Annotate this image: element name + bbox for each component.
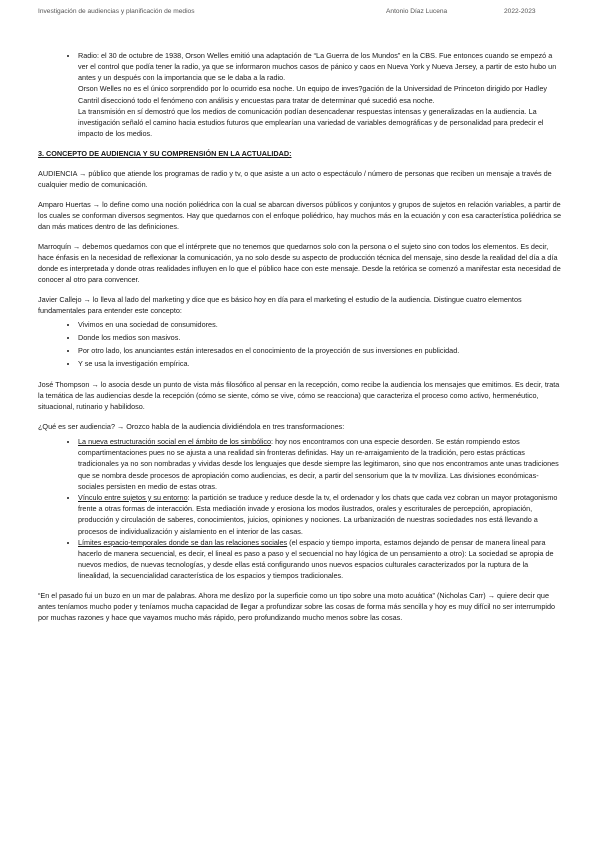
paragraph-orozco: ¿Qué es ser audiencia? → Orozco habla de la audiencia dividiéndola en tres transformaciones: (38, 421, 345, 431)
paragraph-audiencia: AUDIENCIA → público que atiende los programas de radio y tv, o que asiste a un acto o espectáculo / número de personas que reciben un mensaje a través de cualquier medio de comunicación. (38, 168, 552, 189)
section-heading: 3. CONCEPTO DE AUDIENCIA Y SU COMPRENSIÓN EN LA ACTUALIDAD: (38, 148, 292, 158)
header-year: 2022-2023 (504, 8, 536, 15)
list-item: • Y se usa la investigación empírica. (78, 357, 562, 370)
paragraph-carr: “En el pasado fui un buzo en un mar de palabras. Ahora me deslizo por la superficie como un tipo sobre una moto acuática” (Nicholas Carr) → quiere decir que antes teníamos mucho poder y teníamos mucha capacidad de llegar a profundizar sobre las cosas de forma más sencilla y hoy es muy difícil no ser interrumpido por muchas razones y hace que vayamos mucho más rápido, pero profundizando mucho menos sobre las cosas. (38, 591, 556, 623)
list-item-text: : la partición se traduce y reduce desde la tv, el ordenador y los chats que cada vez cobran un mayor protagonismo frente a otras formas de interacción. Esta mediación invade y erosiona los modos ilustrados, orales y escriturales de percepción, apropiación, producción y circulación de saberes, conocimientos, juicios, opiniones y nociones. La urbanización de nuestras sociedades nos está llevando a procesos de individualización y aislamiento en el interior de las casas. (78, 492, 558, 536)
list-item-title: Vínculo entre sujetos y su entorno (78, 492, 188, 502)
list-item-title: La nueva estructuración social en el ámbito de los simbólico (78, 436, 272, 446)
list-item-text: : hoy nos encontramos con una especie desorden. Se están rompiendo estos compartimentaciones pues no se ajusta a una realidad sin fronteras definidas. Hay un re-arraigamiento de la tradición, pero estas prácticas tradicionales ya no son nombradas y vividas desde los lenguajes que desde siempre las legitimaron, sino que nos encontramos ante unas tradiciones que se nombra desde procesos de apropiación como audiencias, es decir, a partir del sensorium que la tv moviliza. Las divisiones económicas-sociales persisten en medio de estas otras. (78, 436, 559, 491)
document-body (38, 50, 562, 632)
radio-paragraph-3: La transmisión en sí demostró que los medios de comunicación podían desencadenar respuestas intensas y generalizadas en la audiencia. La investigación señaló el camino hacia estudios futuros que emplearían una variedad de variables demográficas y de personalidad para predecir el impacto de los medios. (78, 106, 544, 139)
header-author: Antonio Díaz Lucena (386, 8, 448, 15)
list-item-text: (el espacio y tiempo importa, estamos dejando de pensar de manera lineal para hacerlo de manera secuencial, es decir, el lineal es paso a paso y el secuencial no hay lógica de un pensamiento a otro): La sociedad se apropia de nuevos medios, de nuevas tecnologías, y desde ellas está configurando unos nuevos espacios culturales caracterizados por la ruptura de la linealidad, la secuencialidad característica de los espacios y tiempos tradicionales. (78, 537, 554, 581)
radio-paragraph-2: Orson Welles no es el único sorprendido por lo ocurrido esa noche. Un equipo de inves?gación de la Universidad de Princeton dirigido por Hadley Cantril diseccionó todo el fenómeno con análisis y encuestas para tratar de determinar qué sucedió esa noche. (78, 84, 547, 105)
header-title: Investigación de audiencias y planificación de medios (38, 8, 195, 15)
list-item-title: Límites espacio-temporales donde se dan las relaciones sociales (78, 537, 288, 547)
callejo-list (38, 318, 562, 370)
radio-list-item (78, 50, 562, 139)
page-header (38, 8, 561, 20)
radio-paragraph-1: • Radio: el 30 de octubre de 1938, Orson Welles emitió una adaptación de “La Guerra de los Mundos” en la CBS. Fue entonces cuando se empezó a ver el control que podía tener la radio, ya que se informaron muchos casos de pánico y caos en Nueva York y Nueva Jersey, a partir de esto hubo un antes y un después con la importancia que se le daba a la radio. (78, 51, 557, 83)
paragraph-marroquin: Marroquín → debemos quedarnos con que el intérprete que no tenemos que quedarnos solo con la persona o el sujeto sino con todos los elementos. Es decir, hace énfasis en la necesidad de reflexionar la comunicación, ya no solo desde su aspecto de producción técnica del mensaje, sino desde la realidad del día a día donde es interpretada y donde otras realidades influyen en lo que el público hace con este mensaje. Desde la retórica se comenzó a manifestar esta necesidad de conocer al otro para convencer. (38, 241, 561, 285)
list-item (78, 436, 562, 492)
radio-list (38, 50, 562, 139)
list-item (78, 492, 562, 537)
list-item (78, 537, 562, 582)
orozco-list (38, 436, 562, 582)
paragraph-callejo: Javier Callejo → lo lleva al lado del marketing y dice que es básico hoy en día para el marketing el estudio de la audiencia. Distingue cuatro elementos fundamentales para entender este concepto: (38, 294, 522, 315)
paragraph-thompson: José Thompson → lo asocia desde un punto de vista más filosófico al pensar en la recepción, como recibe la audiencia los mensajes que emitimos. Es decir, trata la temática de las audiencias desde la recepción (cómo se siente, cómo se vive, cómo se reacciona) que caracteriza el proceso como activo, hermenéutico, situacional, rutinario y habilidoso. (38, 379, 560, 411)
paragraph-huertas: Amparo Huertas → lo define como una noción poliédrica con la cual se abarcan diversos públicos y conjuntos y grupos de sujetos en relación variables, a partir de los cuales se conforman diversos segmentos. Hay que quedarnos con el enfoque poliédrico, hay muchos más en la ecuación y con esa característica poliédrica se dan más matices dentro de las definiciones. (38, 199, 562, 231)
list-item: • Vivimos en una sociedad de consumidores. (78, 318, 562, 331)
list-item: • Donde los medios son masivos. (78, 331, 562, 344)
list-item: • Por otro lado, los anunciantes están interesados en el conocimiento de la proyección de sus inversiones en publicidad. (78, 344, 562, 357)
